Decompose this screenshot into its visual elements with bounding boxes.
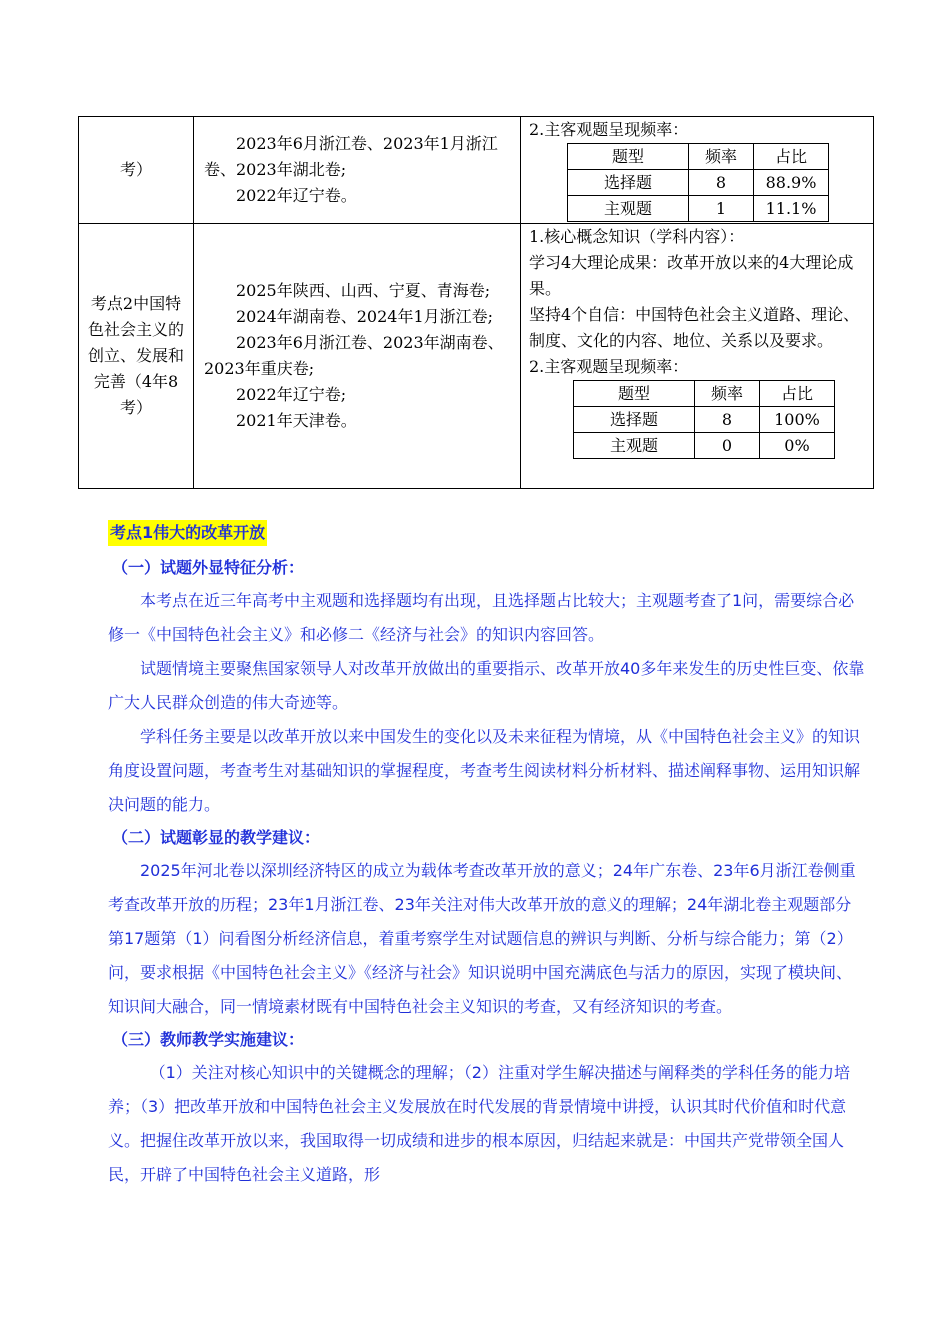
cell-type: 主观题 xyxy=(574,433,695,459)
header-type: 题型 xyxy=(574,381,695,407)
cell-type: 选择题 xyxy=(568,170,689,196)
exam-years-cell xyxy=(194,117,521,224)
table-row xyxy=(79,224,874,489)
cell-ratio: 100% xyxy=(760,407,835,433)
exam-year-line: 2023年6月浙江卷、2023年湖南卷、2023年重庆卷; xyxy=(204,333,504,378)
exam-year-line: 2021年天津卷。 xyxy=(236,411,357,430)
exam-analysis-table xyxy=(78,116,874,489)
section-title: 考点1伟大的改革开放 xyxy=(108,520,267,546)
topic-cell xyxy=(79,117,194,224)
paragraph: 2025年河北卷以深圳经济特区的成立为载体考查改革开放的意义；24年广东卷、23年6月浙江卷侧重考查改革开放的历程；23年1月浙江卷、23年关注对伟大改革开放的意义的理解；24年湖北卷主观题部分第17题第（1）问看图分析经济信息，着重考察学生对试题信息的辨识与判断、分析与综合能力；第（2）问，要求根据《中国特色社会主义》《经济与社会》知识说明中国充满底色与活力的原因，实现了模块间、知识间大融合，同一情境素材既有中国特色社会主义知识的考查，又有经济知识的考查。 xyxy=(108,861,856,1016)
cell-type: 选择题 xyxy=(574,407,695,433)
cell-frequency: 0 xyxy=(695,433,760,459)
freq-title: 2.主客观题呈现频率： xyxy=(529,357,689,376)
exam-year-line: 2022年辽宁卷; xyxy=(236,385,347,404)
topic-label: 考点2中国特色社会主义的创立、发展和完善（4年8考） xyxy=(87,294,184,417)
header-ratio: 占比 xyxy=(754,144,829,170)
exam-years-cell xyxy=(194,224,521,489)
cell-frequency: 8 xyxy=(695,407,760,433)
table-row xyxy=(79,117,874,224)
exam-year-line: 2025年陕西、山西、宁夏、青海卷; xyxy=(236,281,491,300)
header-ratio: 占比 xyxy=(760,381,835,407)
frequency-row xyxy=(574,433,835,459)
topic-cell xyxy=(79,224,194,489)
concept-line: 坚持4个自信：中国特色社会主义道路、理论、制度、文化的内容、地位、关系以及要求。 xyxy=(529,305,860,350)
frequency-row xyxy=(568,170,829,196)
cell-ratio: 11.1% xyxy=(754,196,829,222)
section-body xyxy=(108,516,866,1192)
paragraph: （1）关注对核心知识中的关键概念的理解；（2）注重对学生解决描述与阐释类的学科任务的能力培养；（3）把改革开放和中国特色社会主义发展放在时代发展的背景情境中讲授，认识其时代价值和时代意义。把握住改革开放以来，我国取得一切成绩和进步的根本原因，归结起来就是：中国共产党带领全国人民，开辟了中国特色社会主义道路，形 xyxy=(108,1063,850,1184)
cell-frequency: 1 xyxy=(689,196,754,222)
exam-year-line: 2024年湖南卷、2024年1月浙江卷; xyxy=(236,307,494,326)
exam-year-line: 2022年辽宁卷。 xyxy=(236,186,357,205)
analysis-cell xyxy=(521,224,874,489)
concept-title: 1.核心概念知识（学科内容）： xyxy=(529,227,745,246)
cell-type: 主观题 xyxy=(568,196,689,222)
cell-frequency: 8 xyxy=(689,170,754,196)
header-frequency: 频率 xyxy=(689,144,754,170)
frequency-header-row xyxy=(574,381,835,407)
frequency-row xyxy=(574,407,835,433)
topic-label: 考） xyxy=(119,160,152,179)
paragraph: 试题情境主要聚焦国家领导人对改革开放做出的重要指示、改革开放40多年来发生的历史性巨变、依靠广大人民群众创造的伟大奇迹等。 xyxy=(108,659,865,712)
header-frequency: 频率 xyxy=(695,381,760,407)
cell-ratio: 88.9% xyxy=(754,170,829,196)
frequency-table xyxy=(567,143,829,222)
subheading-features: （一）试题外显特征分析： xyxy=(112,558,305,577)
analysis-cell xyxy=(521,117,874,224)
frequency-row xyxy=(568,196,829,222)
subheading-teaching: （三）教师教学实施建议： xyxy=(112,1030,305,1049)
concept-line: 学习4大理论成果：改革开放以来的4大理论成果。 xyxy=(529,253,854,298)
freq-title: 2.主客观题呈现频率： xyxy=(529,120,689,139)
exam-year-line: 2023年6月浙江卷、2023年1月浙江卷、2023年湖北卷; xyxy=(204,134,498,179)
cell-ratio: 0% xyxy=(760,433,835,459)
header-type: 题型 xyxy=(568,144,689,170)
frequency-table xyxy=(573,380,835,459)
subheading-suggestions: （二）试题彰显的教学建议： xyxy=(112,828,321,847)
frequency-header-row xyxy=(568,144,829,170)
paragraph: 本考点在近三年高考中主观题和选择题均有出现，且选择题占比较大；主观题考查了1问，需要综合必修一《中国特色社会主义》和必修二《经济与社会》的知识内容回答。 xyxy=(108,591,855,644)
paragraph: 学科任务主要是以改革开放以来中国发生的变化以及未来征程为情境，从《中国特色社会主义》的知识角度设置问题，考查考生对基础知识的掌握程度，考查考生阅读材料分析材料、描述阐释事物、运用知识解决问题的能力。 xyxy=(108,727,861,814)
